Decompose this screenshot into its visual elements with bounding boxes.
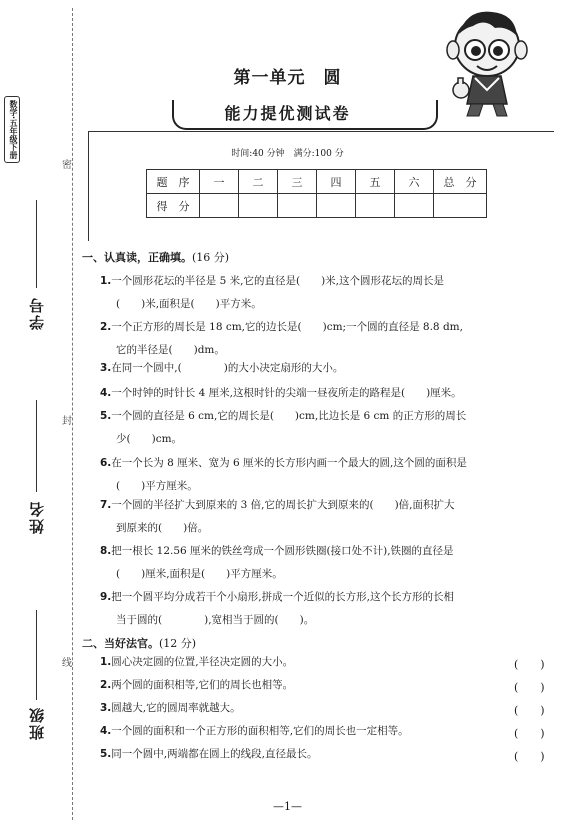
- score-header-cell: 三: [278, 170, 317, 194]
- question-number: 5.: [100, 410, 112, 422]
- exam-title: 能力提优测试卷: [224, 104, 351, 123]
- score-header-cell: 总 分: [434, 170, 487, 194]
- score-header-cell: 一: [200, 170, 239, 194]
- question-2-4: [100, 720, 555, 743]
- score-header-cell: 五: [356, 170, 395, 194]
- question-number: 9.: [100, 591, 112, 603]
- score-table-score-row: [147, 194, 487, 218]
- question-text: 把一个圆平均分成若干个小扇形,拼成一个近似的长方形,这个长方形的长相: [111, 591, 454, 603]
- binding-mark-xian: 线: [62, 658, 72, 669]
- score-header-cell: 四: [317, 170, 356, 194]
- answer-paren[interactable]: ( ): [514, 727, 545, 740]
- question-1-5: [100, 405, 555, 428]
- section-2-heading: [82, 635, 196, 651]
- question-1-8: [100, 540, 555, 563]
- question-number: 2.: [100, 679, 112, 691]
- score-header-cell: 二: [239, 170, 278, 194]
- student-name-label: 姓名: [28, 500, 46, 534]
- header-rule: [88, 131, 554, 132]
- section-2-title: 二、当好法官。: [82, 637, 159, 650]
- section-1-title: 一、认真读，正确填。: [82, 251, 192, 264]
- student-name-field[interactable]: [36, 400, 37, 492]
- question-number: 3.: [100, 362, 112, 374]
- answer-paren[interactable]: ( ): [514, 704, 545, 717]
- score-table-header-row: [147, 170, 487, 194]
- section-1-points: (16 分): [192, 251, 230, 264]
- question-1-6-cont: ( )平方厘米。: [116, 480, 198, 492]
- question-2-2: [100, 674, 555, 697]
- student-number-label: 学号: [28, 296, 46, 330]
- page-number: —1—: [273, 800, 302, 813]
- question-1-5-cont: 少( )cm。: [116, 433, 183, 445]
- grade-badge: 数学·五年级下册: [4, 96, 20, 163]
- class-field[interactable]: [36, 610, 37, 700]
- question-1-1: [100, 270, 555, 293]
- score-cell[interactable]: [356, 194, 395, 218]
- question-text: 在一个长为 8 厘米、宽为 6 厘米的长方形内画一个最大的圆,这个圆的面积是: [111, 457, 467, 469]
- question-number: 7.: [100, 499, 112, 511]
- question-1-2: [100, 316, 555, 339]
- score-cell[interactable]: [200, 194, 239, 218]
- question-number: 3.: [100, 702, 112, 714]
- question-2-1: [100, 651, 555, 674]
- question-1-7: [100, 494, 555, 517]
- question-text: 把一根长 12.56 厘米的铁丝弯成一个圆形铁圈(接口处不计),铁圈的直径是: [111, 545, 454, 557]
- question-1-9-cont: 当于圆的( ),宽相当于圆的( )。: [116, 614, 315, 626]
- question-text: 一个圆形花坛的半径是 5 米,它的直径是( )米,这个圆形花坛的周长是: [111, 275, 445, 287]
- question-number: 1.: [100, 275, 112, 287]
- question-text: 两个圆的面积相等,它们的周长也相等。: [111, 679, 294, 691]
- time-limit: 时间:40 分钟 满分:100 分: [231, 149, 344, 159]
- score-table: [146, 169, 487, 218]
- score-cell[interactable]: [239, 194, 278, 218]
- binding-dashed-line: [72, 8, 73, 820]
- question-number: 8.: [100, 545, 112, 557]
- question-text: 一个正方形的周长是 18 cm,它的边长是( )cm;一个圆的直径是 8.8 dm,: [111, 321, 463, 333]
- question-text: 一个圆的面积和一个正方形的面积相等,它们的周长也一定相等。: [111, 725, 409, 737]
- question-number: 4.: [100, 725, 112, 737]
- answer-paren[interactable]: ( ): [514, 658, 545, 671]
- score-header-cell: 题 序: [147, 170, 200, 194]
- question-text: 圆心决定圆的位置,半径决定圆的大小。: [111, 656, 294, 668]
- class-label: 班级: [28, 706, 46, 740]
- question-1-7-cont: 到原来的( )倍。: [116, 522, 209, 534]
- score-cell[interactable]: [434, 194, 487, 218]
- binding-mark-mi: 密: [62, 160, 72, 171]
- question-1-1-cont: ( )米,面积是( )平方米。: [116, 298, 262, 310]
- question-number: 4.: [100, 387, 112, 399]
- question-number: 6.: [100, 457, 112, 469]
- answer-paren[interactable]: ( ): [514, 681, 545, 694]
- score-header-cell: 六: [395, 170, 434, 194]
- binding-mark-feng: 封: [62, 416, 72, 427]
- question-1-3: [100, 357, 555, 380]
- question-text: 同一个圆中,两端都在圆上的线段,直径最长。: [111, 748, 318, 760]
- question-1-4: [100, 382, 555, 405]
- question-text: 在同一个圆中,( )的大小决定扇形的大小。: [111, 362, 344, 374]
- question-text: 一个时钟的时针长 4 厘米,这根时针的尖端一昼夜所走的路程是( )厘米。: [111, 387, 462, 399]
- question-text: 一个圆的直径是 6 cm,它的周长是( )cm,比边长是 6 cm 的正方形的周长: [111, 410, 467, 422]
- score-row-label: 得 分: [147, 194, 200, 218]
- section-2-points: (12 分): [159, 637, 197, 650]
- question-1-2-cont: 它的半径是( )dm。: [116, 344, 225, 356]
- question-number: 1.: [100, 656, 112, 668]
- question-text: 圆越大,它的圆周率就越大。: [111, 702, 241, 714]
- section-1-heading: [82, 249, 229, 265]
- question-1-9: [100, 586, 555, 609]
- unit-title: 第一单元 圆: [233, 68, 342, 88]
- student-number-field[interactable]: [36, 200, 37, 288]
- score-cell[interactable]: [317, 194, 356, 218]
- score-cell[interactable]: [278, 194, 317, 218]
- score-cell[interactable]: [395, 194, 434, 218]
- question-number: 2.: [100, 321, 112, 333]
- question-text: 一个圆的半径扩大到原来的 3 倍,它的周长扩大到原来的( )倍,面积扩大: [111, 499, 455, 511]
- answer-paren[interactable]: ( ): [514, 750, 545, 763]
- question-number: 5.: [100, 748, 112, 760]
- question-1-8-cont: ( )厘米,面积是( )平方厘米。: [116, 568, 283, 580]
- question-2-5: [100, 743, 555, 766]
- question-1-6: [100, 452, 555, 475]
- question-2-3: [100, 697, 555, 720]
